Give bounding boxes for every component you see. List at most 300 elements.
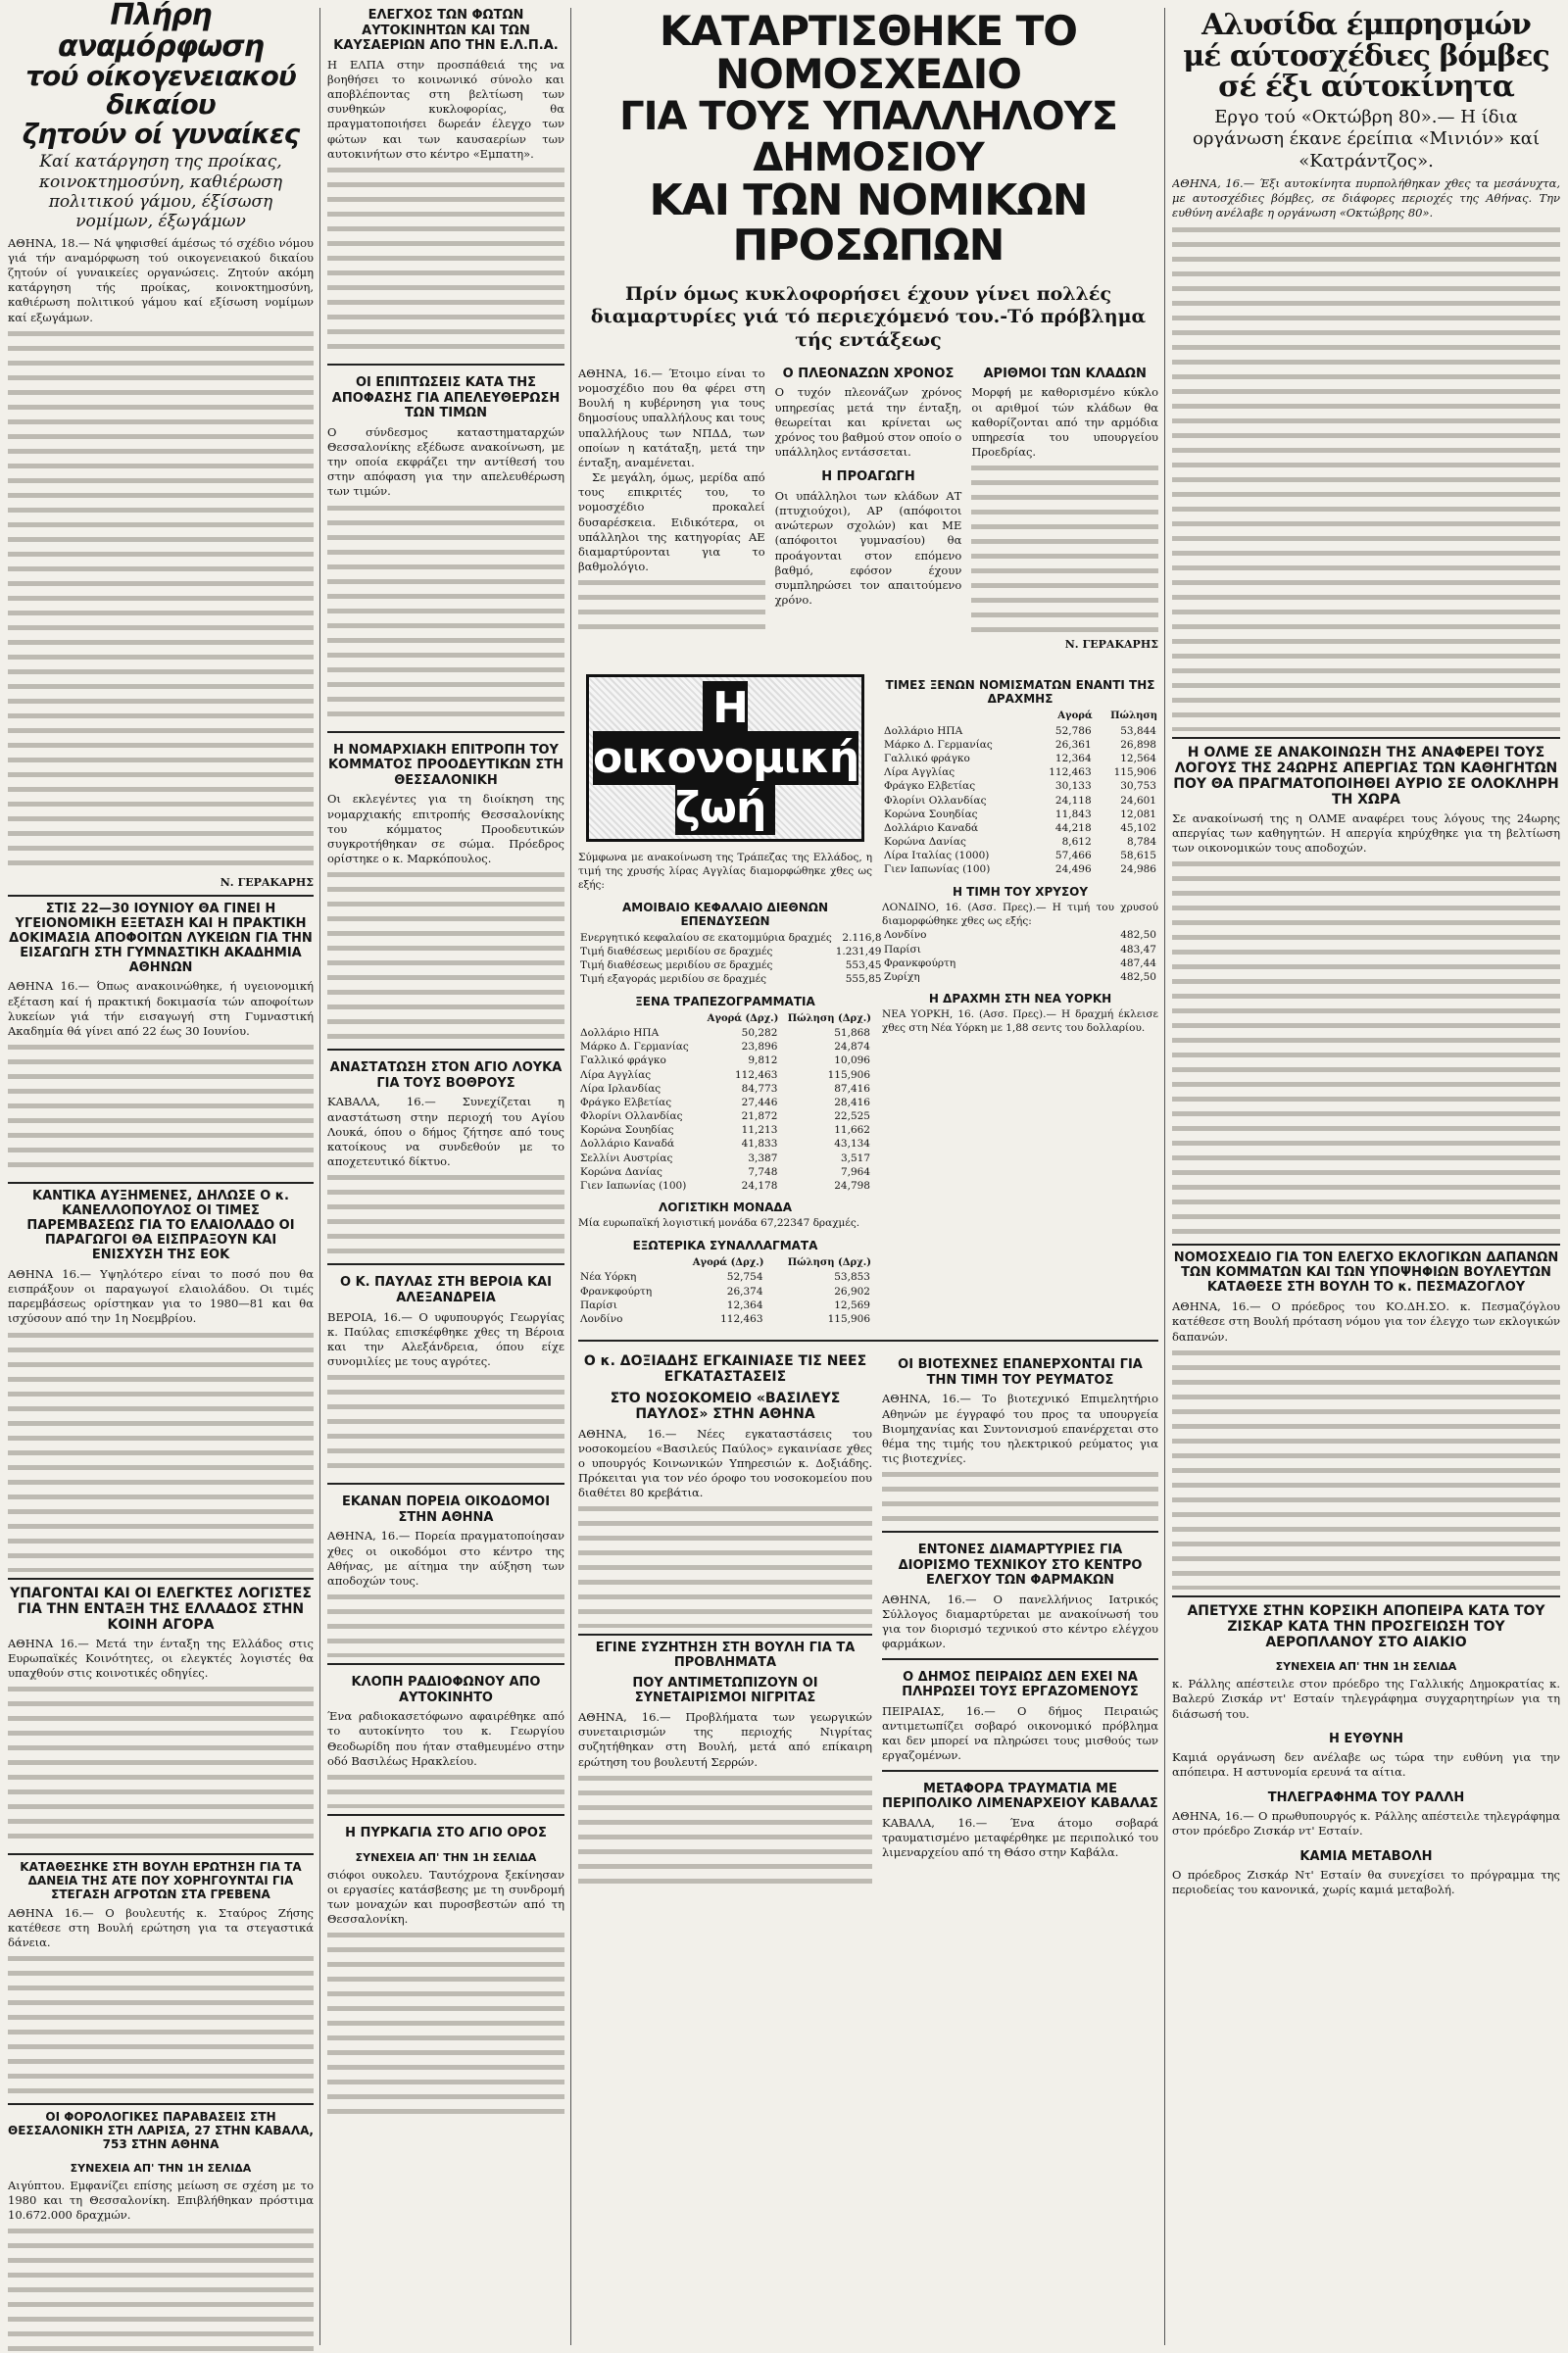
table-cell: 482,50 — [1120, 929, 1156, 942]
lead-headline-line: ΚΑΤΑΡΤΙΣΘΗΚΕ ΤΟ ΝΟΜΟΣΧΕΔΙΟ — [659, 7, 1078, 99]
table-cell: Τιμή εξαγοράς μεριδίου σε δραχμές — [580, 973, 767, 986]
currency-table — [882, 709, 1158, 876]
column-rule — [1164, 8, 1165, 2345]
article-body-filler — [8, 1039, 314, 1176]
table-cell: 112,463 — [1049, 766, 1092, 779]
table-header-cell — [578, 1255, 673, 1271]
table-row — [882, 849, 1158, 862]
table-row — [578, 1312, 872, 1326]
table-title: Η ΔΡΑΧΜΗ ΣΤΗ ΝΕΑ ΥΟΡΚΗ — [928, 992, 1112, 1006]
table-cell: Ζυρίχη — [884, 970, 920, 983]
column-5 — [1172, 0, 1560, 2353]
article-body-filler — [8, 325, 314, 874]
table-cell: 115,906 — [827, 1312, 870, 1325]
table-row — [882, 765, 1158, 779]
table-cell: 26,374 — [726, 1285, 763, 1298]
column-4 — [882, 1348, 1158, 1887]
table-row — [578, 931, 884, 945]
table-cell: Τιμή διαθέσεως μεριδίου σε δραχμές — [580, 946, 773, 958]
table-cell: Δολλάριο Καναδά — [884, 821, 979, 834]
lead-article-col — [578, 367, 765, 657]
article-body: ΑΘΗΝΑ, 16.— Ο πρόεδρος του ΚΟ.ΔΗ.ΣΟ. κ. Πεσμαζόγλου κατέθεσε στη Βουλή πρόταση νόμου για τον έλεγχο των εκλογικών δαπανών. — [1172, 1299, 1560, 1344]
headline: ΜΕΤΑΦΟΡΑ ΤΡΑΥΜΑΤΙΑ ΜΕ ΠΕΡΙΠΟΛΙΚΟ ΛΙΜΕΝΑΡΧΕΙΟΥ ΚΑΒΑΛΑΣ — [882, 1781, 1158, 1812]
table-cell: 26,361 — [1054, 738, 1092, 751]
table-title: ΑΜΟΙΒΑΙΟ ΚΕΦΑΛΑΙΟ ΔΙΕΘΝΩΝ ΕΠΕΝΔΥΣΕΩΝ — [621, 900, 828, 928]
table-cell: 24,601 — [1120, 794, 1156, 807]
table-cell: 553,45 — [845, 959, 882, 972]
headline: ΑΝΑΣΤΑΤΩΣΗ ΣΤΟΝ ΑΓΙΟ ΛΟΥΚΑ ΓΙΑ ΤΟΥΣ ΒΟΘΡΟΥΣ — [329, 1060, 563, 1091]
article-body: ΚΑΒΑΛΑ, 16.— Ένα άτομο σοβαρά τραυματισμένο μεταφέρθηκε με περιπολικό του λιμεναρχείου από τη Θάσο στην Καβάλα. — [882, 1815, 1158, 1860]
column-1 — [8, 0, 314, 2353]
subheadline: Καί κατάργηση της προίκας, κοινοκτημοσύνη, καθιέρωση πολιτικού γάμου, έξίσωση νομίμων, έξωγάμων — [38, 152, 283, 232]
article-body: Οι εκλεγέντες για τη διοίκηση της νομαρχιακής επιτροπής Θεσσαλονίκης του κόμματος Προοδευτικών συγκροτήθηκαν σε σώμα. Πρόεδρος ορίστηκε ο κ. Μαρκόπουλος. — [327, 792, 564, 866]
continuation-label: ΣΥΝΕΧΕΙΑ ΑΠ' ΤΗΝ 1Η ΣΕΛΙΔΑ — [355, 1850, 537, 1864]
table-cell: Γιεν Ιαπωνίας (100) — [884, 863, 991, 876]
table-row — [578, 1109, 872, 1123]
table-cell: 7,748 — [748, 1165, 778, 1178]
lead-article-col — [971, 367, 1158, 657]
lower-center — [578, 664, 1158, 1326]
table-header-cell — [882, 709, 1032, 724]
finance-section-right — [882, 664, 1158, 1326]
table-cell: 45,102 — [1120, 821, 1156, 834]
headline: ΟΙ ΕΠΙΠΤΩΣΕΙΣ ΚΑΤΑ ΤΗΣ ΑΠΟΦΑΣΗΣ ΓΙΑ ΑΠΕΛΕΥΘΕΡΩΣΗ ΤΩΝ ΤΙΜΩΝ — [331, 374, 561, 421]
table-cell: Λονδίνο — [884, 929, 927, 942]
accounting-unit-text: Μία ευρωπαϊκή λογιστική μονάδα 67,22347 δραχμές. — [578, 1217, 860, 1230]
table-row — [882, 808, 1158, 821]
subhead: ΑΡΙΘΜΟΙ ΤΩΝ ΚΛΑΔΩΝ — [983, 366, 1147, 381]
divider — [1172, 1244, 1560, 1246]
headline: ΕΚΑΝΑΝ ΠΟΡΕΙΑ ΟΙΚΟΔΟΜΟΙ ΣΤΗΝ ΑΘΗΝΑ — [341, 1495, 551, 1525]
divider — [882, 1531, 1158, 1533]
table-cell: 28,416 — [834, 1096, 870, 1108]
divider — [8, 895, 314, 897]
table-header-cell: Πώληση (Δρχ.) — [787, 1256, 871, 1268]
divider — [1172, 737, 1560, 739]
center-block — [578, 0, 1158, 2353]
divider — [327, 1263, 564, 1265]
gold-table — [882, 928, 1158, 984]
headline: ΑΠΕΤΥΧΕ ΣΤΗΝ ΚΟΡΣΙΚΗ ΑΠΟΠΕΙΡΑ ΚΑΤΑ ΤΟΥ ΖΙΣΚΑΡ ΚΑΤΑ ΤΗΝ ΠΡΟΣΓΕΙΩΣΗ ΤΟΥ ΑΕΡΟΠΛΑΝΟΥ ΣΤΟ ΑΙΑΚΙΟ — [1187, 1602, 1545, 1650]
banknote-table — [578, 1011, 872, 1194]
article-body-filler — [882, 1466, 1158, 1525]
divider — [8, 2103, 314, 2105]
headline-line: Πλήρη αναμόρφωση — [57, 0, 265, 64]
article-body-filler — [327, 1927, 564, 2123]
foreign-exchange-table — [578, 1255, 872, 1326]
finance-section — [578, 664, 882, 1326]
column-2 — [327, 0, 564, 2353]
headline: Ο Κ. ΠΑΥΛΑΣ ΣΤΗ ΒΕΡΟΙΑ ΚΑΙ ΑΛΕΞΑΝΔΡΕΙΑ — [340, 1275, 552, 1305]
divider — [8, 1853, 314, 1855]
table-cell: 50,282 — [741, 1027, 778, 1040]
table-cell: 3,517 — [840, 1152, 870, 1164]
article-body-filler — [578, 1770, 872, 1887]
article-body: ΒΕΡΟΙΑ, 16.— Ο υφυπουργός Γεωργίας κ. Παύλας επισκέφθηκε χθες τη Βέροια και την Αλεξάνδρεια, όπου είχε συνομιλίες με τους αγρότες. — [327, 1309, 564, 1369]
headline-line: σέ έξι αύτοκίνητα — [1218, 70, 1514, 104]
table-cell: 11,843 — [1054, 808, 1092, 820]
table-cell: Λίρα Αγγλίας — [580, 1068, 652, 1081]
article-body: Σε ανακοίνωσή της η ΟΛΜΕ αναφέρει τους λόγους της 24ωρης απεργίας των καθηγητών. Η απεργία κηρύχθηκε για τη βελτίωση των οικονομικών τους αποδοχών. — [1172, 810, 1560, 856]
table-cell: 11,662 — [834, 1124, 870, 1137]
table-cell: Δολλάριο ΗΠΑ — [580, 1027, 660, 1040]
table-row — [578, 1054, 872, 1067]
table-cell: Ενεργητικό κεφαλαίου σε εκατομμύρια δραχμές — [580, 931, 832, 944]
table-row — [578, 958, 884, 972]
divider — [327, 1814, 564, 1816]
subhead: ΤΗΛΕΓΡΑΦΗΜΑ ΤΟΥ ΡΑΛΛΗ — [1267, 1789, 1465, 1805]
table-header-cell: Αγορά — [1057, 711, 1093, 722]
article-body: ΑΘΗΝΑ, 16.— Ο πανελλήνιος Ιατρικός Σύλλογος διαμαρτύρεται με ανακοίνωσή του για τον διορισμό τεχνικού στο κέντρο ελέγχου φαρμάκων. — [882, 1592, 1158, 1651]
table-header-cell: Πώληση — [1110, 711, 1157, 722]
divider — [1172, 1595, 1560, 1597]
table-cell: 8,612 — [1061, 836, 1092, 849]
table-cell: 8,784 — [1126, 836, 1156, 849]
table-title: ΕΞΩΤΕΡΙΚΑ ΣΥΝΑΛΛΑΓΜΑΤΑ — [632, 1238, 818, 1252]
table-header-cell — [578, 1011, 700, 1027]
headline: Η ΝΟΜΑΡΧΙΑΚΗ ΕΠΙΤΡΟΠΗ ΤΟΥ ΚΟΜΜΑΤΟΣ ΠΡΟΟΔΕΥΤΙΚΩΝ ΣΤΗ ΘΕΣΣΑΛΟΝΙΚΗ — [327, 742, 564, 788]
table-row — [882, 862, 1158, 876]
table-cell: 24,178 — [741, 1179, 778, 1192]
headline: ΣΤΙΣ 22—30 ΙΟΥΝΙΟΥ ΘΑ ΓΙΝΕΙ Η ΥΓΕΙΟΝΟΜΙΚΗ ΕΞΕΤΑΣΗ ΚΑΙ Η ΠΡΑΚΤΙΚΗ ΔΟΚΙΜΑΣΙΑ ΑΠΟΦΟΙΤΩΝ ΛΥΚΕΙΩΝ ΓΙΑ ΤΗΝ ΕΙΣΑΓΩΓΗ ΣΤΗ ΓΥΜΝΑΣΤΙΚΗ ΑΚΑΔΗΜΙΑ ΑΘΗΝΩΝ — [9, 901, 313, 975]
article-body: Η ΕΛΠΑ στην προσπάθειά της να βοηθήσει το κοινωνικό σύνολο και αποβλέποντας στη βελτίωση των συνθηκών κυκλοφορίας, θα πραγματοποιήσει δωρεάν έλεγχο των φώτων και των καυσαερίων των αυτοκινήτων στο κέντρο «Εμπατη». — [327, 57, 564, 161]
table-row — [882, 738, 1158, 752]
table-row — [578, 1082, 872, 1096]
table-cell: 53,853 — [834, 1271, 870, 1284]
article-body-filler — [971, 460, 1158, 636]
table-cell: Σελλίνι Αυστρίας — [580, 1152, 673, 1164]
lead-article-columns — [578, 367, 1158, 657]
table-row — [578, 1096, 872, 1109]
table-row — [578, 972, 884, 986]
article-body: Ο σύνδεσμος καταστηματαρχών Θεσσαλονίκης εξέδωσε ανακοίνωση, με την οποία εκφράζει την αντίθεσή του στην απόφαση για την απελευθέρωση των τιμών. — [327, 424, 564, 499]
article-body: ΠΕΙΡΑΙΑΣ, 16.— Ο δήμος Πειραιώς αντιμετωπίζει σοβαρό οικονομικό πρόβλημα και δεν μπορεί να πληρώσει τους μισθούς των εργαζομένων. — [882, 1703, 1158, 1763]
table-cell: 12,564 — [1120, 753, 1156, 765]
table-row — [882, 943, 1158, 956]
article-body: ΑΘΗΝΑ 16.— Υψηλότερο είναι το ποσό που θα εισπράξουν οι παραγωγοί ελαιολάδου. Οι τιμές παρεμβάσεως ορίστηκαν για το 1980—81 και θα ισχύσουν από την 1η Νοεμβρίου. — [8, 1266, 314, 1326]
headline: Ο κ. ΔΟΞΙΑΔΗΣ ΕΓΚΑΙΝΙΑΣΕ ΤΙΣ ΝΕΕΣ ΕΓΚΑΤΑΣΤΑΣΕΙΣ — [583, 1353, 867, 1386]
article-body-filler — [8, 1327, 314, 1572]
table-row — [578, 1165, 872, 1179]
finance-banner-title: Η οικονομική ζωή — [593, 683, 859, 834]
table-cell: 9,812 — [748, 1054, 778, 1067]
divider — [327, 364, 564, 366]
table-cell: Φράγκο Ελβετίας — [884, 780, 976, 793]
fund-table — [578, 931, 884, 987]
table-title: Η ΤΙΜΗ ΤΟΥ ΧΡΥΣΟΥ — [952, 884, 1089, 899]
table-cell: 112,463 — [734, 1068, 778, 1081]
table-cell: 22,525 — [834, 1110, 870, 1123]
lead-headline-line: ΚΑΙ ΤΩΝ ΝΟΜΙΚΩΝ ΠΡΟΣΩΠΩΝ — [649, 175, 1088, 271]
headline: ΝΟΜΟΣΧΕΔΙΟ ΓΙΑ ΤΟΝ ΕΛΕΓΧΟ ΕΚΛΟΓΙΚΩΝ ΔΑΠΑΝΩΝ ΤΩΝ ΚΟΜΜΑΤΩΝ ΚΑΙ ΤΩΝ ΥΠΟΨΗΦΙΩΝ ΒΟΥΛΕΥΤΩΝ ΚΑΤΑΘΕΣΕ ΣΤΗ ΒΟΥΛΗ ΤΟ κ. ΠΕΣΜΑΖΟΓΛΟΥ — [1173, 1250, 1559, 1296]
table-row — [882, 835, 1158, 849]
divider — [8, 1578, 314, 1580]
table-row — [578, 945, 884, 958]
article-body: σιόφοι ουκολευ. Ταυτόχρονα ξεκίνησαν οι εργασίες κατάσβεσης με τη συνδρομή των μοναχών και πυροσβεστών από τη Θεσσαλονίκη. — [327, 1867, 564, 1927]
table-cell: 11,213 — [741, 1124, 778, 1137]
divider — [882, 1770, 1158, 1772]
divider — [327, 1663, 564, 1665]
table-cell: 53,844 — [1120, 724, 1156, 737]
table-cell: Φρανκφούρτη — [580, 1285, 653, 1298]
table-cell: 24,118 — [1054, 794, 1092, 807]
headline-line: Αλυσίδα έμπρησμών — [1201, 8, 1531, 42]
table-cell: 84,773 — [741, 1082, 778, 1095]
table-cell: 26,898 — [1120, 738, 1156, 751]
headline: ΕΛΕΓΧΟΣ ΤΩΝ ΦΩΤΩΝ ΑΥΤΟΚΙΝΗΤΩΝ ΚΑΙ ΤΩΝ ΚΑΥΣΑΕΡΙΩΝ ΑΠΟ ΤΗΝ Ε.Λ.Π.Α. — [333, 8, 559, 54]
article-body: ΑΘΗΝΑ, 16.— Προβλήματα των γεωργικών συνεταιρισμών της περιοχής Νιγρίτας συζητήθηκαν στη Βουλή, μετά από επίκαιρη ερώτηση του βουλευτή Σερρών. — [578, 1710, 872, 1769]
table-header-cell: Αγορά (Δρχ.) — [707, 1012, 779, 1024]
table-cell: 27,446 — [741, 1096, 778, 1108]
article-body: Καμιά οργάνωση δεν ανέλαβε ως τώρα την ευθύνη για την απόπειρα. Η αστυνομία ερευνά τα αίτια. — [1172, 1750, 1560, 1780]
table-cell: 12,081 — [1120, 808, 1156, 820]
divider — [578, 1340, 1158, 1342]
article-body: Ο τυχόν πλεονάζων χρόνος υπηρεσίας μετά την ένταξη, θεωρείται και κρίνεται ως χρόνος του βαθμού στον οποίο ο υπάλληλος εντάσσεται. — [774, 385, 962, 460]
article-body-filler — [327, 1769, 564, 1808]
byline: Ν. ΓΕΡΑΚΑΡΗΣ — [1064, 638, 1158, 652]
subheadline: Εργο τού «Οκτώβρη 80».— Η ίδια οργάνωση έκανε έρείπια «Μινιόν» καί «Κατράντζος». — [1193, 106, 1540, 172]
table-cell: 57,466 — [1054, 850, 1092, 862]
headline: Η ΟΛΜΕ ΣΕ ΑΝΑΚΟΙΝΩΣΗ ΤΗΣ ΑΝΑΦΕΡΕΙ ΤΟΥΣ ΛΟΓΟΥΣ ΤΗΣ 24ΩΡΗΣ ΑΠΕΡΓΙΑΣ ΤΩΝ ΚΑΘΗΓΗΤΩΝ ΠΟΥ ΘΑ ΠΡΑΓΜΑΤΟΠΟΙΗΘΕΙ ΑΥΡΙΟ ΣΕ ΟΛΟΚΛΗΡΗ ΤΗ ΧΩΡΑ — [1173, 744, 1559, 808]
table-cell: 7,964 — [840, 1165, 870, 1178]
article-body: κ. Ράλλης απέστειλε στον πρόεδρο της Γαλλικής Δημοκρατίας κ. Βαλερύ Ζισκάρ ντ' Εσταίν τηλεγράφημα συγχαρητηρίων για τη διάσωσή του. — [1172, 1677, 1560, 1721]
table-cell: 115,906 — [1113, 766, 1156, 779]
table-row — [578, 1285, 872, 1299]
article-body: ΑΘΗΝΑ 16.— Ο βουλευτής κ. Σταύρος Ζήσης κατέθεσε στη Βουλή ερώτηση για τα στεγαστικά δάνεια. — [8, 1905, 314, 1950]
article-body-filler — [578, 1500, 872, 1628]
table-cell: 24,874 — [834, 1041, 870, 1054]
lead-article-col — [775, 367, 962, 657]
article-body-filler — [327, 162, 564, 358]
headline: ΚΑΤΑΘΕΣΗΚΕ ΣΤΗ ΒΟΥΛΗ ΕΡΩΤΗΣΗ ΓΙΑ ΤΑ ΔΑΝΕΙΑ ΤΗΣ ΑΤΕ ΠΟΥ ΧΟΡΗΓΟΥΝΤΑΙ ΓΙΑ ΣΤΕΓΑΣΗ ΑΓΡΟΤΩΝ ΣΤΑ ΓΡΕΒΕΝΑ — [20, 1860, 302, 1901]
article-body: ΑΘΗΝΑ, 16.— Ο πρωθυπουργός κ. Ράλλης απέστειλε τηλεγράφημα στον πρόεδρο Ζισκάρ ντ' Εσταίν. — [1172, 1809, 1560, 1838]
subhead: ΚΑΜΙΑ ΜΕΤΑΒΟΛΗ — [1299, 1848, 1433, 1864]
headline: ΣΤΟ ΝΟΣΟΚΟΜΕΙΟ «ΒΑΣΙΛΕΥΣ ΠΑΥΛΟΣ» ΣΤΗΝ ΑΘΗΝΑ — [610, 1391, 841, 1423]
article-body-filler — [8, 1950, 314, 2097]
article-body-filler — [327, 866, 564, 1043]
table-cell: Λίρα Αγγλίας — [884, 766, 956, 779]
subhead: Ο ΠΛΕΟΝΑΖΩΝ ΧΡΟΝΟΣ — [782, 366, 955, 381]
table-cell: 10,096 — [834, 1054, 870, 1067]
table-cell: Δολλάριο ΗΠΑ — [884, 724, 963, 737]
divider — [8, 1182, 314, 1184]
headline: Η ΠΥΡΚΑΓΙΑ ΣΤΟ ΑΓΙΟ ΟΡΟΣ — [345, 1825, 547, 1840]
table-row — [882, 821, 1158, 835]
table-cell: Γαλλικό φράγκο — [580, 1054, 666, 1067]
table-cell: 21,872 — [741, 1110, 778, 1123]
table-cell: Παρίσι — [884, 943, 921, 956]
table-header-cell: Αγορά (Δρχ.) — [692, 1256, 764, 1268]
table-header-row — [578, 1011, 872, 1027]
table-cell: 43,134 — [834, 1138, 870, 1151]
divider — [327, 1483, 564, 1485]
table-row — [578, 1152, 872, 1165]
table-cell: Κορώνα Δανίας — [884, 836, 966, 849]
table-row — [578, 1270, 872, 1284]
table-cell: 30,133 — [1054, 780, 1092, 793]
table-title: ΛΟΓΙΣΤΙΚΗ ΜΟΝΑΔΑ — [658, 1201, 792, 1215]
article-body-filler — [327, 1169, 564, 1257]
table-cell: 482,50 — [1120, 970, 1156, 983]
table-cell: 2.116,8 — [842, 931, 882, 944]
headline: Ο ΔΗΜΟΣ ΠΕΙΡΑΙΩΣ ΔΕΝ ΕΧΕΙ ΝΑ ΠΛΗΡΩΣΕΙ ΤΟΥΣ ΕΡΓΑΖΟΜΕΝΟΥΣ — [902, 1669, 1139, 1700]
article-body: Ο πρόεδρος Ζισκάρ Ντ' Εσταίν θα συνεχίσει το πρόγραμμα της περιοδείας του κανονικά, χωρίς καμιά μεταβολή. — [1172, 1868, 1560, 1897]
table-cell: 3,387 — [748, 1152, 778, 1164]
table-row — [578, 1026, 872, 1040]
table-cell: Τιμή διαθέσεως μεριδίου σε δραχμές — [580, 959, 773, 972]
table-header-row — [578, 1255, 872, 1271]
article-body: ΑΘΗΝΑ 16.— Όπως ανακοινώθηκε, ή υγειονομική εξέταση καί ή πρακτική δοκιμασία τών αποφοίτων λυκείων γιά τήν εισαγωγή στη Γυμναστική Ακαδημία θά γίνει από 22 έως 30 Ιουνίου. — [8, 979, 314, 1038]
headline: ΥΠΑΓΟΝΤΑΙ ΚΑΙ ΟΙ ΕΛΕΓΚΤΕΣ ΛΟΓΙΣΤΕΣ ΓΙΑ ΤΗΝ ΕΝΤΑΞΗ ΤΗΣ ΕΛΛΑΔΟΣ ΣΤΗΝ ΚΟΙΝΗ ΑΓΟΡΑ — [10, 1585, 312, 1633]
headline: ΚΛΟΠΗ ΡΑΔΙΟΦΩΝΟΥ ΑΠΟ ΑΥΤΟΚΙΝΗΤΟ — [351, 1675, 541, 1705]
table-cell: 52,786 — [1054, 724, 1092, 737]
article-body: ΑΘΗΝΑ, 16.— Το βιοτεχνικό Επιμελητήριο Αθηνών με έγγραφό του προς τα υπουργεία Βιομηχανίας και Συντονισμού επανέρχεται στο θέμα της τιμής του ηλεκτρικού ρεύματος για τις βιοτεχνίες. — [882, 1392, 1158, 1466]
article-body: ΚΑΒΑΛΑ, 16.— Συνεχίζεται η αναστάτωση στην περιοχή του Αγίου Λουκά, όπου ο δήμος ζήτησε από τους κατοίκους να συνδεθούν με το αποχετευτικό δίκτυο. — [327, 1095, 564, 1169]
byline: Ν. ΓΕΡΑΚΑΡΗΣ — [220, 875, 314, 889]
continuation-label: ΣΥΝΕΧΕΙΑ ΑΠ' ΤΗΝ 1Η ΣΕΛΙΔΑ — [1275, 1660, 1457, 1674]
table-cell: 41,833 — [741, 1138, 778, 1151]
headline: ΠΟΥ ΑΝΤΙΜΕΤΩΠΙΖΟΥΝ ΟΙ ΣΥΝΕΤΑΙΡΙΣΜΟΙ ΝΙΓΡΙΤΑΣ — [632, 1676, 818, 1706]
divider — [327, 731, 564, 733]
table-cell: Παρίσι — [580, 1299, 617, 1311]
table-cell: 24,986 — [1120, 863, 1156, 876]
table-row — [882, 956, 1158, 970]
table-cell: Λίρα Ιταλίας (1000) — [884, 850, 990, 862]
drachma-ny-text: ΝΕΑ ΥΟΡΚΗ, 16. (Ασσ. Πρες).— Η δραχμή έκλεισε χθες στη Νέα Υόρκη με 1,88 σεντς του δολλαρίου. — [882, 1008, 1158, 1034]
article-body: Ένα ραδιοκασετόφωνο αφαιρέθηκε από το αυτοκίνητο του κ. Γεωργίου Θεοδωρίδη που ήταν σταθμευμένο στην οδό Βασιλέως Ηρακλείου. — [327, 1709, 564, 1768]
article-body-filler — [578, 574, 765, 633]
table-cell: Φράγκο Ελβετίας — [580, 1096, 672, 1108]
column-rule — [319, 8, 320, 2345]
table-cell: Δολλάριο Καναδά — [580, 1138, 675, 1151]
article-body: ΑΘΗΝΑ 16.— Μετά την ένταξη της Ελλάδος στις Ευρωπαϊκές Κοινότητες, οι ελεγκτές λογιστές θα υπαχθούν στις κοινοτικές οδηγίες. — [8, 1636, 314, 1681]
table-cell: 24,798 — [834, 1179, 870, 1192]
table-cell: Φλορίνι Ολλανδίας — [580, 1110, 683, 1123]
table-cell: Κορώνα Δανίας — [580, 1165, 662, 1178]
article-body-filler — [8, 2223, 314, 2353]
table-cell: 555,85 — [845, 973, 882, 986]
article-body: ΑΘΗΝΑ, 16.— Έτοιμο είναι το νομοσχέδιο που θα φέρει στη Βουλή η κυβέρνηση για τους δημοσίους υπαλλήλους και τους υπαλλήλους των ΝΠΔΔ, των οποίων η κατάταξη, μετά την ένταξη, αναμένεται. — [578, 366, 765, 469]
article-body: Αιγύπτου. Εμφανίζει επίσης μείωση σε σχέση με το 1980 και τη Θεσσαλονίκη. Επιβλήθηκαν πρόστιμα 10.672.000 δραχμών. — [8, 2178, 314, 2223]
article-family-law — [8, 0, 314, 889]
article-body-filler — [327, 1369, 564, 1477]
table-cell: Κορώνα Σουηδίας — [580, 1124, 674, 1137]
article-body: ΑΘΗΝΑ, 16.— Έξι αυτοκίνητα πυρπολήθηκαν χθες τα μεσάνυχτα, με αυτοσχέδιες βόμβες, σε διάφορες περιοχές της Αθήνας. Την ευθύνη ανέλαβε η οργάνωση «Οκτώβρης 80». — [1172, 176, 1560, 221]
subhead: Η ΠΡΟΑΓΩΓΗ — [821, 469, 915, 485]
continuation-label: ΣΥΝΕΧΕΙΑ ΑΠ' ΤΗΝ 1Η ΣΕΛΙΔΑ — [70, 2161, 252, 2175]
article-body: ΑΘΗΝΑ, 16.— Νέες εγκαταστάσεις του νοσοκομείου «Βασιλεύς Παύλος» εγκαινίασε χθες ο υπουργός Κοινωνικών Υπηρεσιών κ. Δοξιάδης. Πρόκειται για τον νέο όροφο του νοσοκομείου που διαθέτει 80 κρεβάτια. — [578, 1426, 872, 1500]
headline-line: τού οίκογενειακού δικαίου — [25, 60, 296, 122]
table-cell: 44,218 — [1054, 821, 1092, 834]
table-cell: 12,364 — [726, 1299, 763, 1311]
lead-headline-line: ΓΙΑ ΤΟΥΣ ΥΠΑΛΛΗΛΟΥΣ ΔΗΜΟΣΙΟΥ — [619, 94, 1117, 181]
article-body: ΑΘΗΝΑ, 16.— Πορεία πραγματοποίησαν χθες οι οικοδόμοι στο κέντρο της Αθήνας, με αίτημα την αύξηση των αποδοχών τους. — [327, 1529, 564, 1588]
table-row — [578, 1137, 872, 1151]
headline: ΟΙ ΒΙΟΤΕΧΝΕΣ ΕΠΑΝΕΡΧΟΝΤΑΙ ΓΙΑ ΤΗΝ ΤΙΜΗ ΤΟΥ ΡΕΥΜΑΤΟΣ — [898, 1357, 1143, 1388]
table-cell: Λίρα Ιρλανδίας — [580, 1082, 662, 1095]
column-rule — [570, 8, 571, 2345]
table-cell: 58,615 — [1120, 850, 1156, 862]
finance-intro: Σύμφωνα με ανακοίνωση της Τράπεζας της Ελλάδος, η τιμή της χρυσής λίρας Αγγλίας διαμορφώθηκε χθες ως εξής: — [578, 852, 872, 891]
article-body-filler — [1172, 856, 1560, 1238]
finance-banner — [586, 674, 864, 842]
table-row — [882, 752, 1158, 765]
table-row — [882, 724, 1158, 738]
table-header-cell: Πώληση (Δρχ.) — [787, 1012, 871, 1024]
lower-center-left — [578, 1348, 872, 1887]
headline-line: μέ αύτοσχέδιες βόμβες — [1183, 38, 1549, 74]
article-body: Οι υπάλληλοι των κλάδων ΑΤ (πτυχιούχοι), ΑΡ (απόφοιτοι ανώτερων σχολών) και ΜΕ (απόφοιτοι γυμνασίου) θα προάγονται στον επόμενο βαθμό, εφόσον έχουν συμπληρώσει τον απαιτούμενο χρόνο. — [774, 488, 962, 608]
table-cell: Κορώνα Σουηδίας — [884, 808, 978, 820]
lower-center-articles — [578, 1348, 1158, 1887]
divider — [882, 1658, 1158, 1660]
article-body-filler — [327, 500, 564, 725]
table-cell: 483,47 — [1120, 943, 1156, 956]
table-row — [578, 1179, 872, 1193]
gold-text: ΛΟΝΔΙΝΟ, 16. (Ασσ. Πρες).— Η τιμή του χρυσού διαμορφώθηκε χθες ως εξής: — [882, 901, 1158, 927]
table-cell: Νέα Υόρκη — [580, 1271, 637, 1284]
table-row — [882, 970, 1158, 984]
table-row — [578, 1068, 872, 1082]
table-cell: 87,416 — [834, 1082, 870, 1095]
table-cell: Λονδίνο — [580, 1312, 623, 1325]
table-cell: Μάρκο Δ. Γερμανίας — [580, 1041, 689, 1054]
lead-subheadline: Πρίν όμως κυκλοφορήσει έχουν γίνει πολλές διαμαρτυρίες γιά τό περιεχόμενό του.-Τό πρόβλημα τής εντάξεως — [590, 282, 1147, 352]
table-row — [882, 928, 1158, 942]
table-cell: Μάρκο Δ. Γερμανίας — [884, 738, 993, 751]
article-body-filler — [327, 1589, 564, 1657]
table-cell: Γιεν Ιαπωνίας (100) — [580, 1179, 687, 1192]
table-cell: 23,896 — [741, 1041, 778, 1054]
table-cell: 24,496 — [1054, 863, 1092, 876]
table-cell: 26,902 — [834, 1285, 870, 1298]
table-row — [578, 1040, 872, 1054]
table-row — [882, 794, 1158, 808]
headline: ΕΓΙΝΕ ΣΥΖΗΤΗΣΗ ΣΤΗ ΒΟΥΛΗ ΓΙΑ ΤΑ ΠΡΟΒΛΗΜΑΤΑ — [595, 1641, 856, 1671]
table-cell: Φρανκφούρτη — [884, 956, 956, 969]
article-body-filler — [1172, 1345, 1560, 1590]
headline: ΕΝΤΟΝΕΣ ΔΙΑΜΑΡΤΥΡΙΕΣ ΓΙΑ ΔΙΟΡΙΣΜΟ ΤΕΧΝΙΚΟΥ ΣΤΟ ΚΕΝΤΡΟ ΕΛΕΓΧΟΥ ΤΩΝ ΦΑΡΜΑΚΩΝ — [898, 1543, 1143, 1589]
subhead: Η ΕΥΘΥΝΗ — [1329, 1731, 1403, 1746]
article-body: Σε μεγάλη, όμως, μερίδα από τους επικριτές του, το νομοσχέδιο προκαλεί δυσαρέσκεια. Ειδικότερα, οι υπάλληλοι της κατηγορίας ΑΕ διαμαρτύρονται για το βαθμολόγιο. — [578, 470, 765, 574]
table-cell: 1.231,49 — [835, 946, 882, 958]
divider — [578, 1634, 872, 1636]
table-row — [578, 1123, 872, 1137]
table-cell: 115,906 — [827, 1068, 870, 1081]
headline: ΚΑΝΤΙΚΑ ΑΥΞΗΜΕΝΕΣ, ΔΗΛΩΣΕ Ο κ. ΚΑΝΕΛΛΟΠΟΥΛΟΣ ΟΙ ΤΙΜΕΣ ΠΑΡΕΜΒΑΣΕΩΣ ΓΙΑ ΤΟ ΕΛΑΙΟΛΑΔΟ ΟΙ ΠΑΡΑΓΩΓΟΙ ΘΑ ΕΙΣΠΡΑΞΟΥΝ ΚΑΙ ΕΝΙΣΧΥΣΗ ΤΗΣ ΕΟΚ — [26, 1189, 295, 1262]
headline: ΟΙ ΦΟΡΟΛΟΓΙΚΕΣ ΠΑΡΑΒΑΣΕΙΣ ΣΤΗ ΘΕΣΣΑΛΟΝΙΚΗ ΣΤΗ ΛΑΡΙΣΑ, 27 ΣΤΗΝ ΚΑΒΑΛΑ, 753 ΣΤΗΝ ΑΘΗΝΑ — [8, 2110, 314, 2151]
table-cell: 12,569 — [834, 1299, 870, 1311]
table-cell: 12,364 — [1054, 753, 1092, 765]
table-cell: 51,868 — [834, 1027, 870, 1040]
table-cell: Γαλλικό φράγκο — [884, 753, 970, 765]
headline-line: ζητούν οί γυναίκες — [22, 117, 300, 150]
article-body: ΑΘΗΝΑ, 18.— Νά ψηφισθεί άμέσως τό σχέδιο νόμου γιά τήν αναμόρφωση τού οικογενειακού δικαίου ζητούν οί γυναικείες οργανώσεις. Ζητούν ακόμη κατάργηση τής προίκας, κοινοκτημοσύνη, καθιέρωση πολιτικού γάμου καί εξίσωση νομίμων καί εξωγάμων. — [8, 235, 314, 324]
table-cell: 30,753 — [1120, 780, 1156, 793]
table-cell: 52,754 — [726, 1271, 763, 1284]
table-header-row — [882, 709, 1158, 724]
table-cell: Φλορίνι Ολλανδίας — [884, 794, 987, 807]
table-cell: 112,463 — [720, 1312, 763, 1325]
article-body-filler — [8, 1681, 314, 1847]
table-row — [578, 1299, 872, 1312]
article-body-filler — [1172, 221, 1560, 731]
table-cell: 487,44 — [1120, 956, 1156, 969]
divider — [327, 1049, 564, 1051]
table-title: ΞΕΝΑ ΤΡΑΠΕΖΟΓΡΑΜΜΑΤΙΑ — [635, 994, 815, 1008]
table-title: ΤΙΜΕΣ ΞΕΝΩΝ ΝΟΜΙΣΜΑΤΩΝ ΕΝΑΝΤΙ ΤΗΣ ΔΡΑΧΜΗΣ — [885, 678, 1155, 707]
article-body: Μορφή με καθορισμένο κύκλο οι αριθμοί τών κλάδων θα καθορίζονται από την αρμόδια υπηρεσία του υπουργείου Προεδρίας. — [971, 385, 1158, 460]
